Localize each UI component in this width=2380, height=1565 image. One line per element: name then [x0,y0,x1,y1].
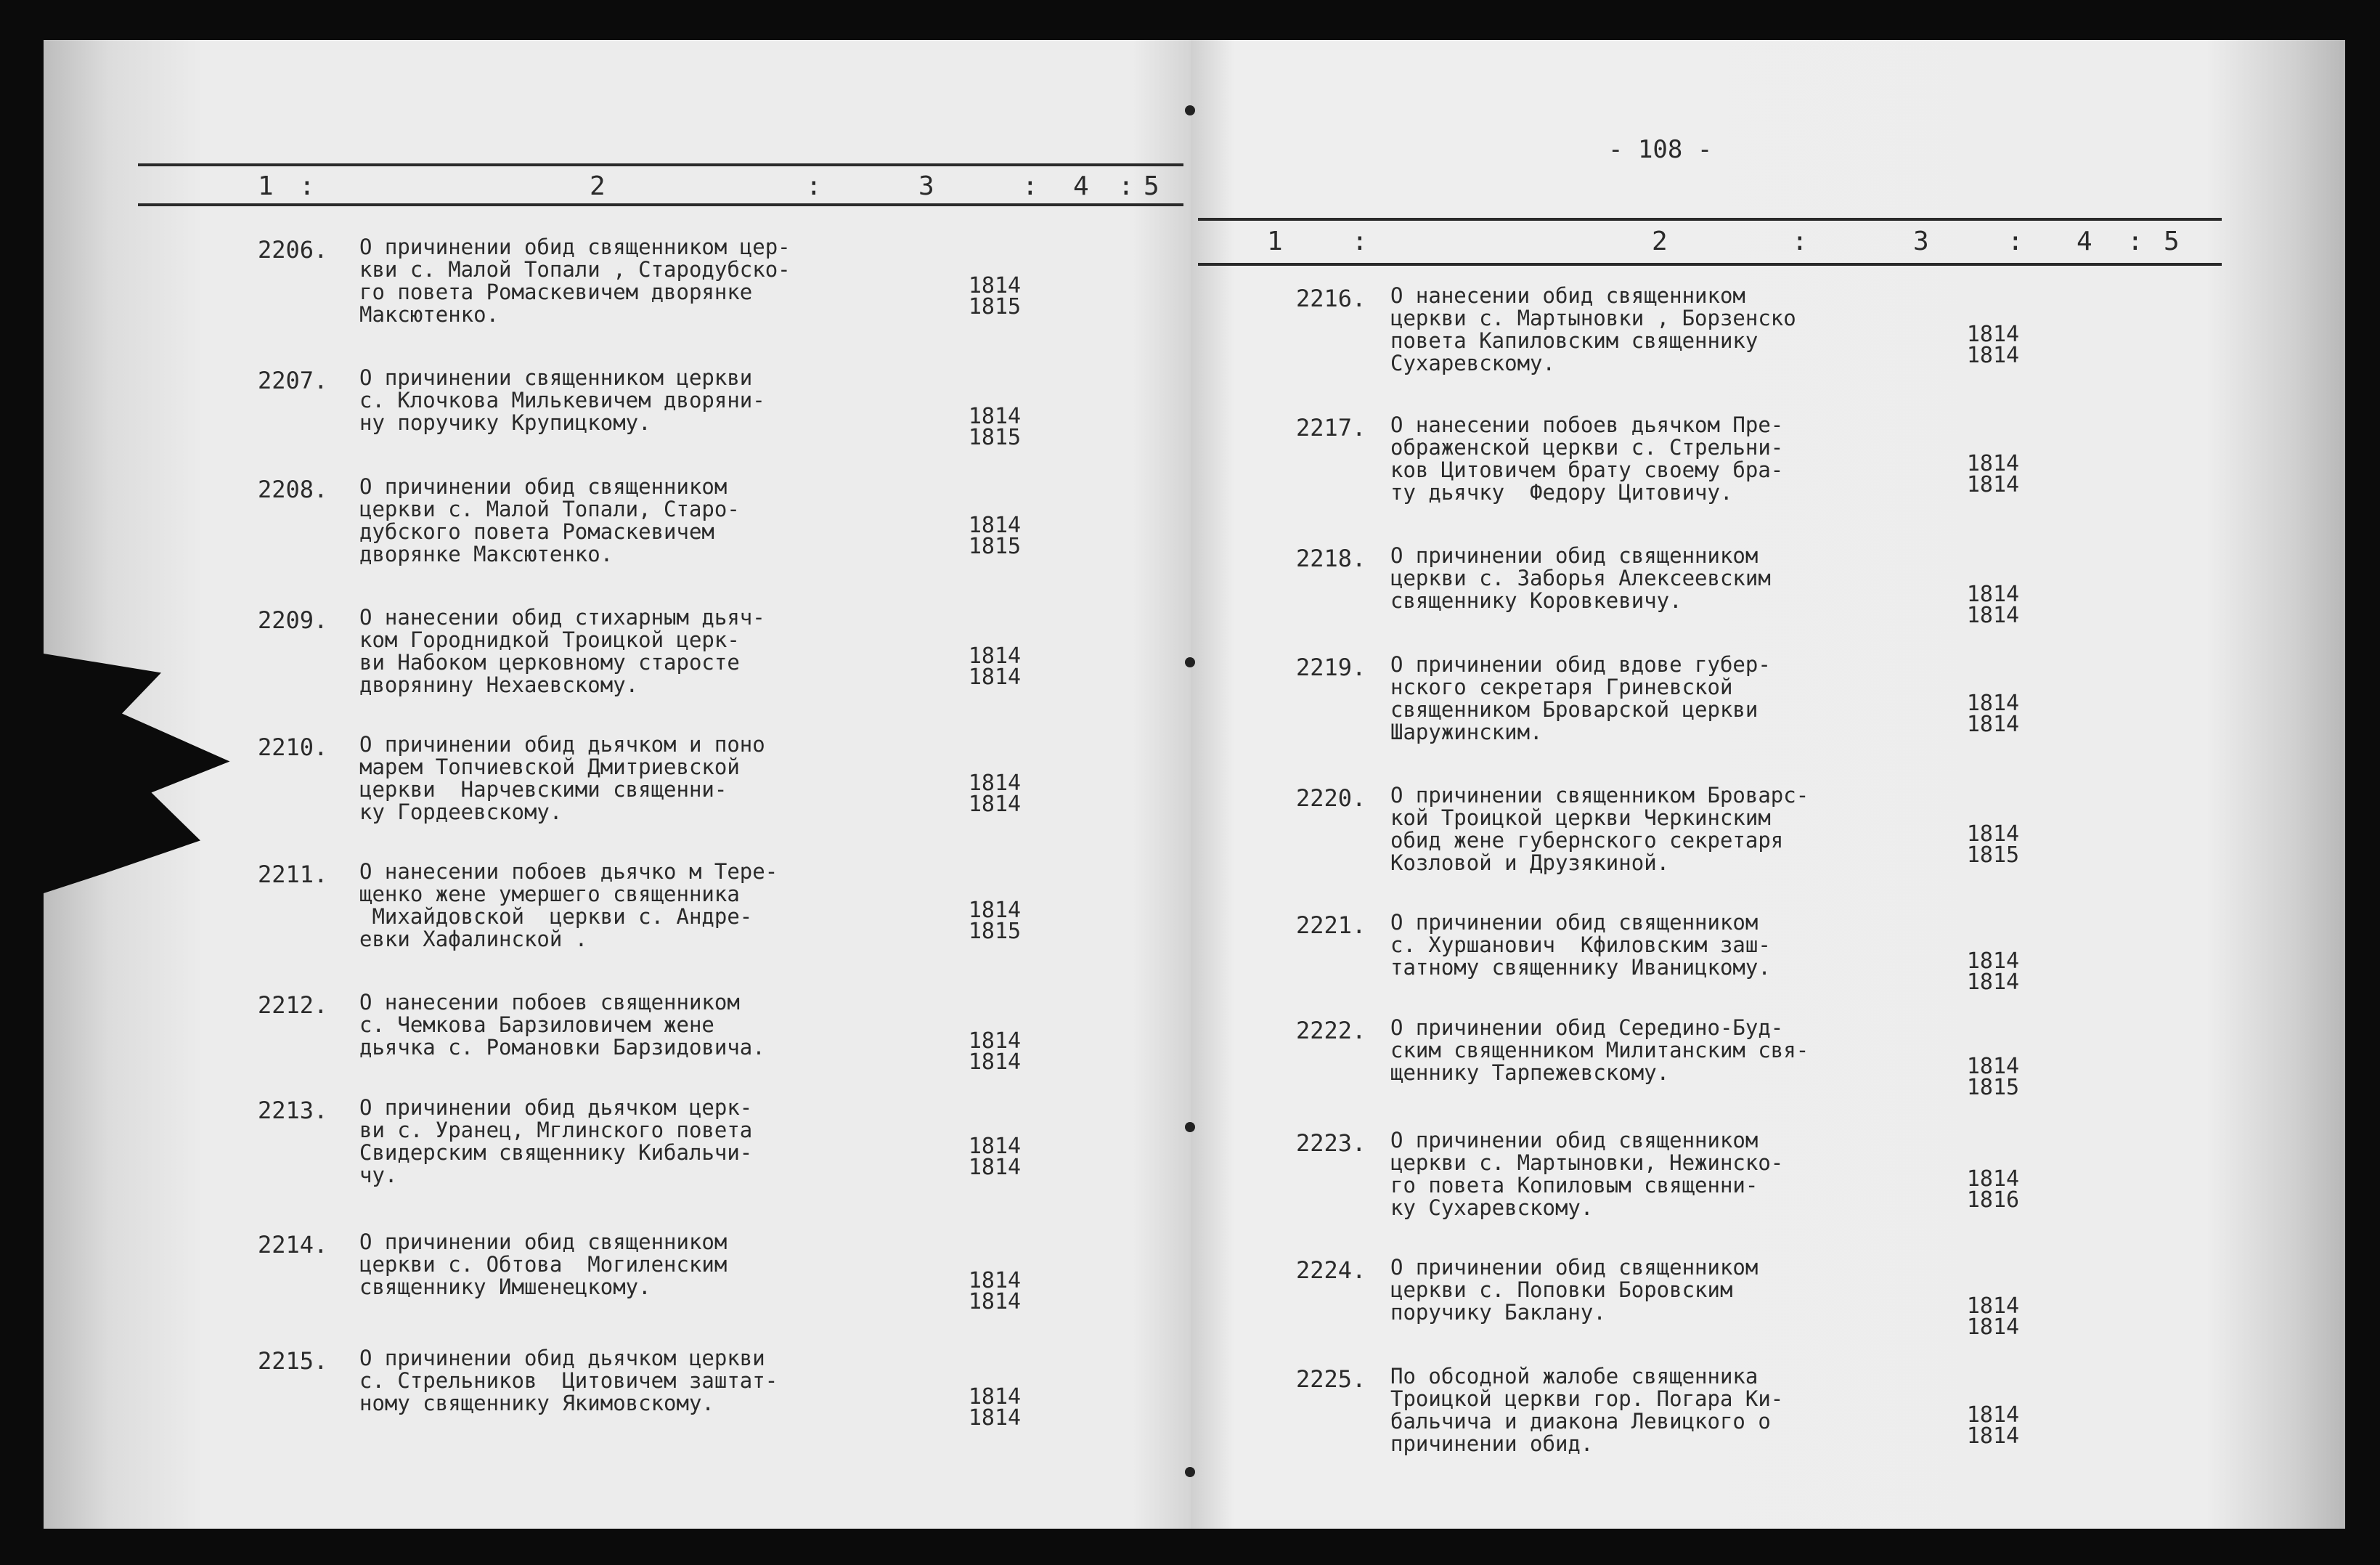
year-start: 1814 [968,1384,1022,1410]
year-end: 1814 [1966,1314,2020,1340]
year-end: 1814 [968,1155,1022,1180]
col-header: 2 [1652,227,1668,256]
entry-description: О нанесении обид священником церкви с. Мартыновки , Борзенско повета Капиловским священнику Сухаревскому. [1390,283,1796,375]
entry-number: 2208. [258,476,328,503]
year-start: 1814 [968,1028,1022,1054]
header-rule-top [1198,218,2222,221]
year-end: 1814 [968,792,1022,817]
entry-number: 2212. [258,991,328,1019]
binding-hole [1185,657,1195,667]
entry-years [1960,1293,2026,1340]
year-start: 1814 [1966,322,2020,347]
entry-years [1960,453,2026,495]
entry-description: О причинении обид Середино-Буд- ским священником Милитанским свя- щеннику Тарпежевскому. [1390,1015,1809,1085]
col-header-sep: : [1118,171,1134,201]
col-header: 2 [590,171,606,201]
entry-description: О причинении обид священником цер- кви с. Малой Топали , Стародубско- го повета Ромаскевичем дворянке Максютенко. [359,235,791,327]
entry-years [1960,1056,2026,1098]
entry-number: 2213. [258,1097,328,1124]
entry-description: О причинении обид дьячком и поно марем Топчиевской Дмитриевской церкви Нарчевскими священни- ку Гордеевскому. [359,732,765,824]
entry-years [1960,324,2026,366]
entry-number: 2207. [258,367,328,394]
year-end: 1814 [968,664,1022,690]
header-rule-bottom [1198,263,2222,266]
col-header-sep: : [299,171,315,201]
year-end: 1814 [968,1289,1022,1314]
col-header: 3 [918,171,934,201]
entry-years [962,1028,1027,1075]
year-end: 1815 [968,425,1022,450]
entry-description: О нанесении побоев дьячко м Тере- щенко жене умершего священника Михайдовской церкви с. Андре- евки Хафалинской . [359,859,778,951]
col-header: 4 [2077,227,2092,256]
entry-number: 2221. [1296,911,1366,939]
entry-description: О причинении обид дьячком церкви с. Стрельников Цитовичем заштат- ному священнику Якимовскому. [359,1346,778,1415]
year-end: 1814 [1966,1423,2020,1449]
year-end: 1815 [968,919,1022,944]
year-end: 1814 [968,1049,1022,1075]
entry-years [962,1384,1027,1431]
year-start: 1814 [1966,948,2020,974]
year-end: 1814 [1966,343,2020,368]
year-start: 1814 [1966,582,2020,607]
col-header: 1 [1267,227,1283,256]
entry-years [962,273,1027,320]
col-header: 1 [258,171,274,201]
year-end: 1814 [1966,472,2020,497]
year-start: 1814 [1966,1166,2020,1192]
entry-number: 2224. [1296,1256,1366,1284]
entry-description: О причинении обид священником церкви с. Заборья Алексеевским священнику Коровкевичу. [1390,543,1771,613]
entry-years [1960,821,2026,868]
entry-number: 2211. [258,861,328,888]
binding-hole [1185,1467,1195,1477]
year-start: 1814 [968,273,1022,298]
col-header: 5 [1144,171,1160,201]
col-header-sep: : [1022,171,1038,201]
entry-description: О причинении обид вдове губер- нского секретаря Гриневской священником Броварской церкви Шаружинским. [1390,652,1771,744]
col-header-sep: : [806,171,822,201]
entry-years [962,515,1027,557]
entry-number: 2209. [258,606,328,634]
entry-description: По обсодной жалобе священника Троицкой церкви гор. Погара Ки- бальчича и диакона Левицкого о причинении обид. [1390,1364,1784,1456]
entry-number: 2225. [1296,1365,1366,1393]
col-header-sep: : [2008,227,2024,256]
year-start: 1814 [968,1268,1022,1293]
entry-number: 2216. [1296,285,1366,312]
entry-number: 2223. [1296,1129,1366,1157]
entry-description: О причинении обид священником церкви с. Обтова Могиленским священнику Имшенецкому. [359,1229,728,1299]
entry-number: 2206. [258,236,328,264]
entry-number: 2218. [1296,545,1366,572]
entry-years [1960,948,2026,995]
entry-number: 2220. [1296,784,1366,812]
binding-hole [1185,105,1195,115]
year-start: 1814 [1966,1293,2020,1319]
entry-number: 2219. [1296,654,1366,681]
col-header: 5 [2164,227,2180,256]
entry-description: О причинении обид священником церкви с. Малой Топали, Старо- дубского повета Ромаскевичем дворянке Максютенко. [359,474,740,566]
year-end: 1815 [1966,1075,2020,1100]
page-number: - 108 - [1608,135,1713,164]
col-header: 3 [1913,227,1929,256]
col-header-sep: : [2127,227,2143,256]
entry-description: О нанесении обид стихарным дьяч- ком Городнидкой Троицкой церк- ви Набоком церковному старосте дворянину Нехаевскому. [359,605,765,697]
entry-description: О нанесении побоев священником с. Чемкова Барзиловичем жене дьячка с. Романовки Барзидовича. [359,990,765,1060]
binding-hole [1185,1122,1195,1132]
year-start: 1814 [1966,1402,2020,1428]
entry-number: 2217. [1296,414,1366,442]
entry-description: О причинении обид священником церкви с. Поповки Боровским поручику Баклану. [1390,1255,1758,1325]
year-end: 1816 [1966,1187,2020,1213]
entry-number: 2210. [258,733,328,761]
col-header: 4 [1073,171,1089,201]
col-header-sep: : [1352,227,1368,256]
entry-years [962,900,1027,942]
year-start: 1814 [968,771,1022,796]
year-start: 1814 [968,513,1022,538]
entry-description: О причинении обид дьячком церк- ви с. Уранец, Мглинского повета Свидерским священнику Кибальчи- чу. [359,1095,753,1187]
entry-description: О причинении священником Броварс- кой Троицкой церкви Черкинским обид жене губернского секретаря Козловой и Друзякиной. [1390,783,1809,875]
year-end: 1814 [968,1405,1022,1431]
entry-number: 2215. [258,1347,328,1375]
entry-number: 2222. [1296,1017,1366,1044]
year-start: 1814 [1966,691,2020,716]
entry-years [1960,1168,2026,1211]
entry-years [962,643,1027,690]
year-end: 1814 [1966,970,2020,995]
entry-description: О нанесении побоев дьячком Пре- ображенской церкви с. Стрельни- ков Цитовичем брату своему бра- ту дьячку Федору Цитовичу. [1390,412,1784,505]
year-end: 1815 [968,294,1022,320]
year-start: 1814 [968,898,1022,923]
entry-years [962,773,1027,815]
header-rule-bottom [138,203,1183,206]
entry-description: О причинении священником церкви с. Клочкова Милькевичем дворяни- ну поручику Крупицкому. [359,365,765,435]
entry-years [962,1270,1027,1312]
entry-years [1960,693,2026,735]
year-start: 1814 [968,404,1022,429]
header-rule-top [138,163,1183,166]
entry-years [962,406,1027,448]
year-end: 1814 [1966,712,2020,737]
year-end: 1814 [1966,603,2020,628]
entry-years [1960,584,2026,626]
entry-number: 2214. [258,1231,328,1259]
year-end: 1815 [968,534,1022,559]
entry-years [962,1136,1027,1178]
year-start: 1814 [968,643,1022,669]
year-start: 1814 [1966,1054,2020,1079]
entry-description: О причинении обид священником церкви с. Мартыновки, Нежинско- го повета Копиловым священни- ку Сухаревскому. [1390,1128,1784,1220]
year-start: 1814 [968,1134,1022,1159]
entry-years [1960,1402,2026,1449]
year-start: 1814 [1966,821,2020,847]
year-end: 1815 [1966,842,2020,868]
entry-description: О причинении обид священником с. Хуршанович Кфиловским заш- татному священнику Иваницкому. [1390,910,1771,980]
col-header-sep: : [1792,227,1808,256]
year-start: 1814 [1966,451,2020,476]
